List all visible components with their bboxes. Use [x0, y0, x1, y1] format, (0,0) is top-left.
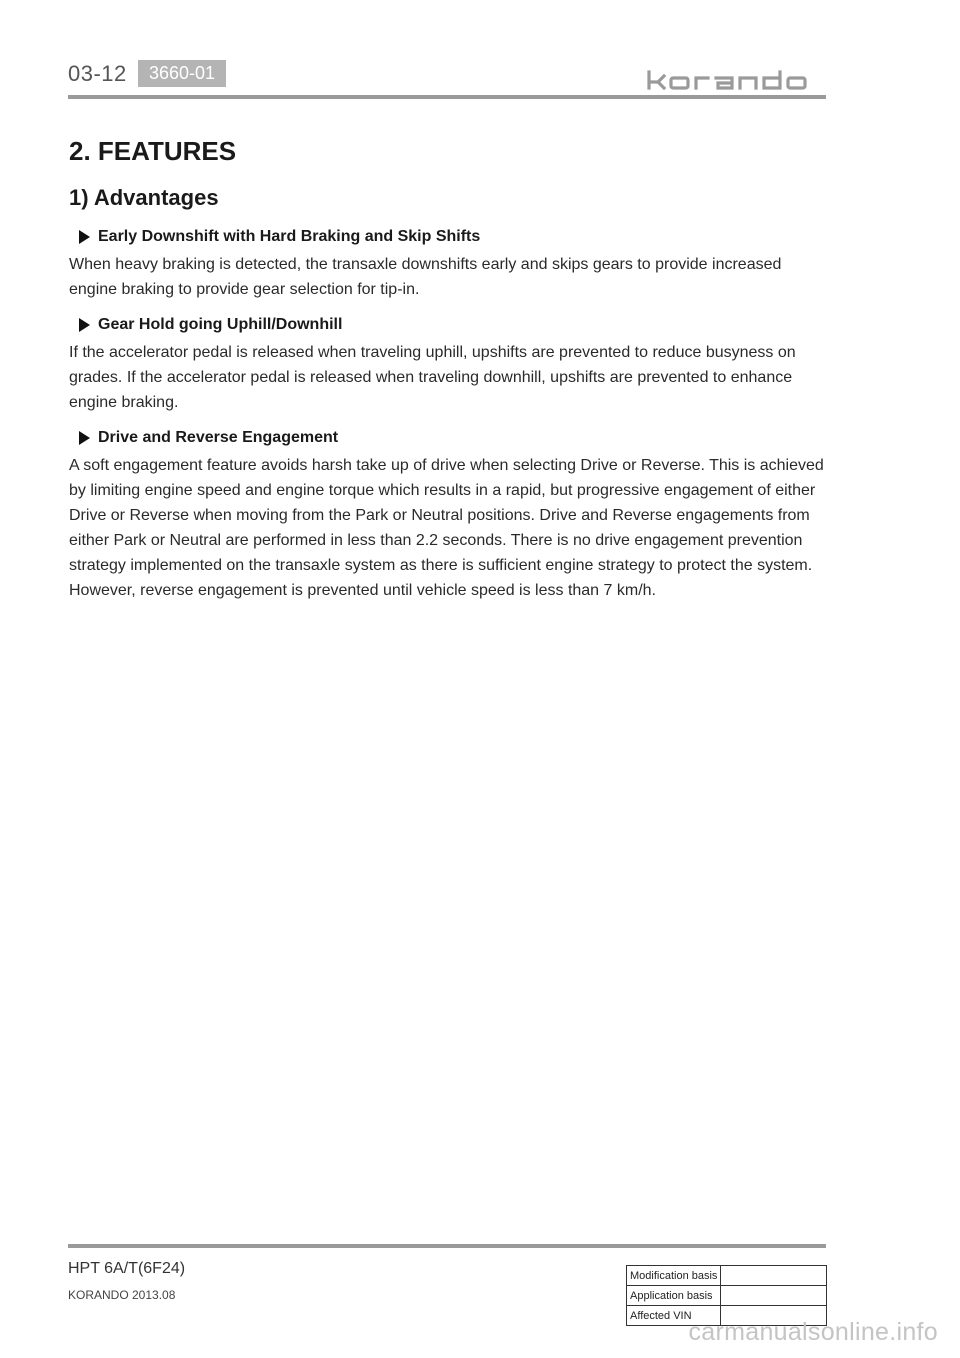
feature-heading-text: Drive and Reverse Engagement [98, 429, 339, 446]
section-code-badge: 3660-01 [138, 60, 226, 87]
feature-gear-hold [69, 312, 829, 415]
feature-body: If the accelerator pedal is released when traveling uphill, upshifts are prevented to reduce busyness on grades. If the accelerator pedal is released when traveling downhill, upshifts are prevented to enhance engine braking. [69, 344, 796, 411]
table-cell-value [721, 1266, 827, 1286]
feature-early-downshift [69, 224, 829, 302]
table-cell-label: Application basis [627, 1286, 721, 1306]
table-row [627, 1286, 827, 1306]
feature-heading [69, 312, 829, 338]
footer-divider [68, 1244, 826, 1248]
table-cell-value [721, 1286, 827, 1306]
table-row [627, 1266, 827, 1286]
footer-model-date: KORANDO 2013.08 [68, 1288, 176, 1302]
feature-heading [69, 425, 829, 451]
feature-body: A soft engagement feature avoids harsh take up of drive when selecting Drive or Reverse. This is achieved by limiting engine speed and engine torque which results in a rapid, but progressive engagement of either Drive or Reverse when moving from the Park or Neutral positions. Drive and Reverse engagements from either Park or Neutral are performed in less than 2.2 seconds. There is no drive engagement prevention strategy implemented on the transaxle system as there is sufficient engine strategy to protect the system. However, reverse engagement is prevented until vehicle speed is less than 7 km/h. [69, 457, 824, 599]
subsection-title: 1) Advantages [69, 185, 219, 210]
section-title: 2. FEATURES [69, 136, 237, 166]
feature-heading-text: Early Downshift with Hard Braking and Skip Shifts [98, 228, 481, 245]
korando-logo [646, 70, 826, 90]
table-cell-label: Modification basis [627, 1266, 721, 1286]
feature-heading-text: Gear Hold going Uphill/Downhill [98, 316, 343, 333]
feature-heading [69, 224, 829, 250]
page-content [69, 132, 829, 603]
page-header [68, 58, 826, 98]
triangle-bullet-icon [79, 318, 90, 332]
feature-drive-reverse-engagement [69, 425, 829, 603]
page-number: 03-12 [68, 61, 127, 86]
header-divider [68, 95, 826, 99]
feature-body: When heavy braking is detected, the transaxle downshifts early and skips gears to provide increased engine braking to provide gear selection for tip-in. [69, 256, 782, 298]
watermark-text: carmanualsonline.info [688, 1318, 938, 1346]
triangle-bullet-icon [79, 431, 90, 445]
table-cell-label: Affected VIN [627, 1306, 721, 1326]
modification-table [626, 1265, 827, 1326]
footer-model-title: HPT 6A/T(6F24) [68, 1260, 186, 1277]
triangle-bullet-icon [79, 230, 90, 244]
